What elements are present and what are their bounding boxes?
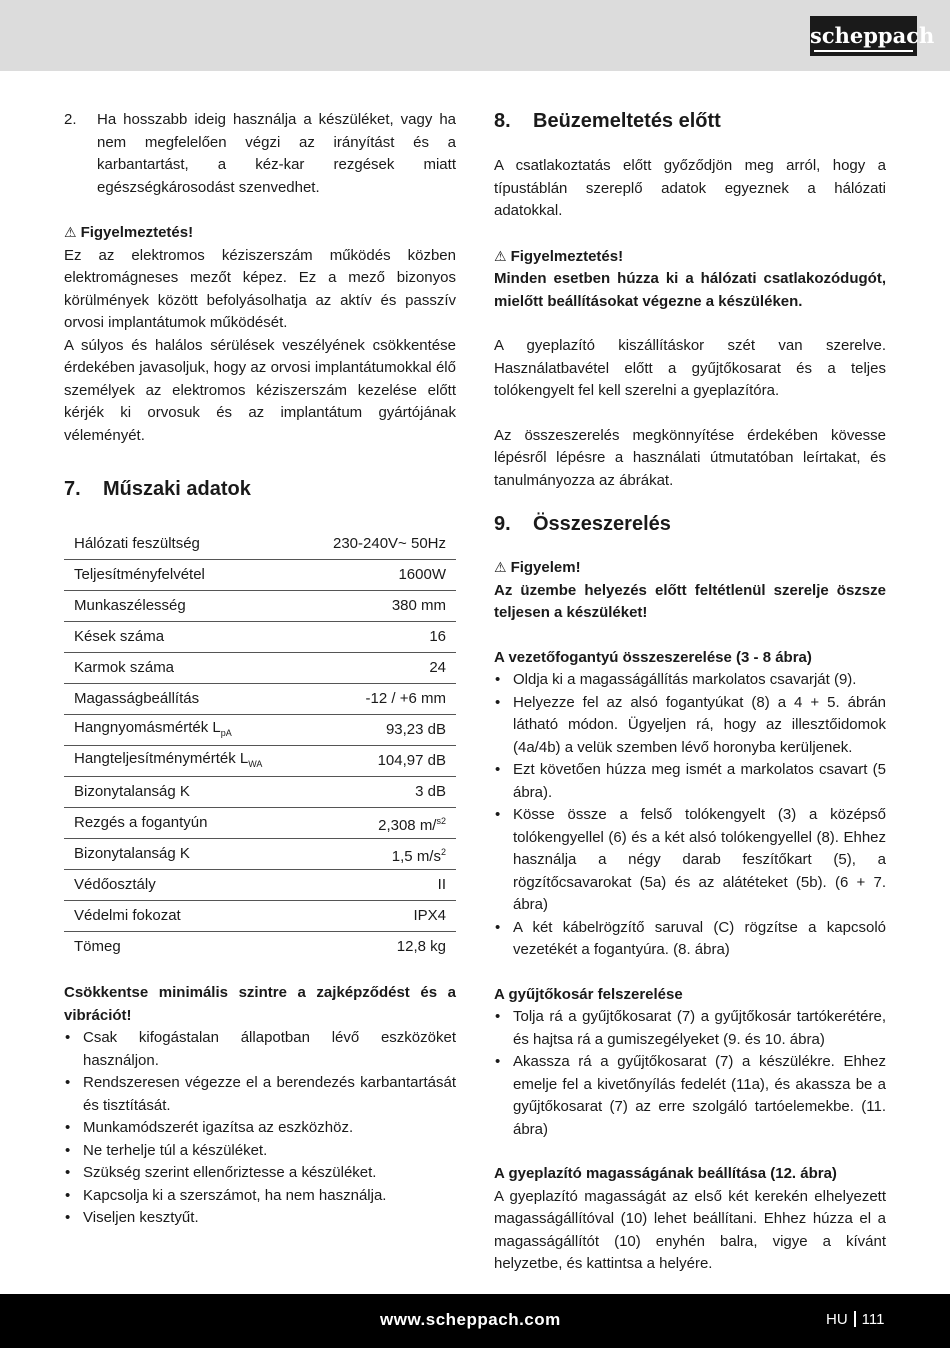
warning-triangle-icon: ⚠ xyxy=(494,559,507,575)
spec-value: 93,23 dB xyxy=(303,715,456,746)
spec-value: 24 xyxy=(303,653,456,684)
table-row xyxy=(64,808,456,839)
list-item: • Ne terhelje túl a készüléket. xyxy=(64,1140,456,1163)
list-item: • Akassza rá a gyűjtőkosarat (7) a készülékre. Ehhez emelje fel a kivetőnyílás fedelét (11a), és akassza be a gyűjtőkosarat (7) az erre szolgáló tartóelemekbe. (11. ábra) xyxy=(494,1051,886,1141)
warning-triangle-icon: ⚠ xyxy=(64,224,77,240)
list-item: • Oldja ki a magasságállítás markolatos csavarját (9). xyxy=(494,669,886,692)
list-item: • Ezt követően húzza meg ismét a markolatos csavart (5 ábra). xyxy=(494,759,886,804)
spec-value: -12 / +6 mm xyxy=(303,684,456,715)
table-row xyxy=(64,715,456,746)
page-header xyxy=(0,0,950,71)
table-row xyxy=(64,901,456,932)
spec-label: Hangnyomásmérték $L_{pA}$ xyxy=(64,715,303,746)
reduce-noise-heading: Csökkentse minimális szintre a zajképződést és a vibrációt! xyxy=(64,984,456,1024)
spec-label: Bizonytalanság K xyxy=(64,839,303,870)
height-adjust-text: A gyeplazító magasságát az első két kerekén elhelyezett magasságállítóval (10) lehet beállítani. Ehhez húzza el a magasságállítót (10) enyhén balra, vigye a kívánt helyzetbe, és kattintsa a helyére. xyxy=(494,1187,886,1272)
list-item: • Tolja rá a gyűjtőkosarat (7) a gyűjtőkosár tartókerétére, és hajtsa rá a gumiszegélyeket (9. és 10. ábra) xyxy=(494,1006,886,1051)
spec-label: Munkaszélesség xyxy=(64,591,303,622)
language-code: HU xyxy=(826,1311,848,1328)
page-num: 111 xyxy=(861,1311,885,1328)
table-row xyxy=(64,870,456,901)
list-item-2 xyxy=(64,109,456,199)
assembly-hint-paragraph: Az összeszerelés megkönnyítése érdekében kövesse lépésről lépésre a használati útmutatóban leírtakat, és tanulmányozza az ábrákat. xyxy=(494,426,886,489)
spec-label: Védőosztály xyxy=(64,870,303,901)
item-number: 2. xyxy=(64,111,77,128)
table-row xyxy=(64,653,456,684)
attention-heading xyxy=(494,556,886,580)
right-column xyxy=(494,109,886,1276)
list-item: • Kapcsolja ki a szerszámot, ha nem használja. xyxy=(64,1185,456,1208)
spec-label: Teljesítményfelvétel xyxy=(64,560,303,591)
list-item: • Szükség szerint ellenőriztesse a készüléket. xyxy=(64,1162,456,1185)
table-row xyxy=(64,560,456,591)
spec-value: 1600W xyxy=(303,560,456,591)
website-link[interactable]: www.scheppach.com xyxy=(380,1310,561,1329)
spec-value: 12,8 kg xyxy=(396,938,446,955)
table-row xyxy=(64,622,456,653)
attention-text: Az üzembe helyezés előtt feltétlenül szerelje öszsze teljesen a készüléket! xyxy=(494,581,886,621)
spec-label: Karmok száma xyxy=(64,653,303,684)
spec-value: 2,308 m/$^{s2}$ xyxy=(303,808,456,839)
table-row xyxy=(64,777,456,808)
attention-title: Figyelem! xyxy=(510,559,581,576)
section-title: Műszaki adatok xyxy=(103,478,251,500)
spec-label: Bizonytalanság K xyxy=(64,777,303,808)
list-item: • A két kábelrögzítő saruval (C) rögzítse a kapcsoló vezetékét a fogantyúra. (8. ábra) xyxy=(494,917,886,962)
scheppach-logo: scheppach xyxy=(810,16,917,56)
handle-assembly-heading: A vezetőfogantyú összeszerelése (3 - 8 ábra) xyxy=(494,648,812,666)
warning-paragraph-1: Ez az elektromos kéziszerszám működés közben elektromágneses mezőt képez. Ez a mező bizonyos körülmények között befolyásolhatja az aktív és passzív orvosi implantátumok működését. xyxy=(64,246,456,331)
delivery-paragraph: A gyeplazító kiszállításkor szét van szerelve. Használatbavétel előtt a gyűjtőkosarat és a teljes tolókengyelt fel kell szerelni a gyeplazítóra. xyxy=(494,337,886,399)
spec-label: Tömeg xyxy=(74,938,121,955)
list-item: • Viseljen kesztyűt. xyxy=(64,1207,456,1230)
spec-value: 1,5 $m/s^2$ xyxy=(303,839,456,870)
section-number: 9. xyxy=(494,513,511,535)
section-9-heading xyxy=(494,512,886,536)
section-title: Összeszerelés xyxy=(533,513,671,535)
table-row xyxy=(64,839,456,870)
spec-label: Magasságbeállítás xyxy=(64,684,303,715)
reduce-noise-list xyxy=(64,1027,456,1230)
warning-heading xyxy=(64,221,456,245)
height-adjust-heading: A gyeplazító magasságának beállítása (12. ábra) xyxy=(494,1165,837,1182)
spec-value: 104,97 dB xyxy=(303,746,456,777)
left-column xyxy=(64,109,456,1230)
handle-assembly-list xyxy=(494,669,886,962)
warning-heading xyxy=(494,245,886,269)
basket-list xyxy=(494,1006,886,1141)
list-item: • Kösse össze a felső tolókengyelt (3) a középső tolókengyellel (6) és a két alsó tolókengyellel (8). Ehhez használja a négy darab feszítőkart (5), a rögzítőcsavarokat (5a) és az alátéteket (5b). (6 + 7. ábra) xyxy=(494,804,886,917)
spec-label: Kések száma xyxy=(64,622,303,653)
warning-paragraph-2: A súlyos és halálos sérülések veszélyének csökkentése érdekében javasoljuk, hogy az orvosi implantátumokkal élő személyek az elektromos kéziszerszám kezelése előtt kérjék ki orvosuk és az implantátum gyártójának véleményét. xyxy=(64,336,456,444)
section-number: 7. xyxy=(64,478,81,500)
table-row xyxy=(64,684,456,715)
list-item: • Csak kifogástalan állapotban lévő eszközöket használjon. xyxy=(64,1027,456,1072)
spec-label: Hálózati feszültség xyxy=(64,529,303,560)
warning-text: Minden esetben húzza ki a hálózati csatlakozódugót, mielőtt beállításokat végezne a készüléken. xyxy=(494,270,886,310)
spec-label: Rezgés a fogantyún xyxy=(64,808,303,839)
table-row xyxy=(64,932,456,963)
spec-value: 380 mm xyxy=(303,591,456,622)
spec-value: 3 dB xyxy=(303,777,456,808)
divider xyxy=(854,1311,856,1327)
spec-value: IPX4 xyxy=(303,901,456,932)
spec-value: 16 xyxy=(303,622,456,653)
page-footer xyxy=(0,1294,950,1348)
spec-label: Védelmi fokozat xyxy=(64,901,303,932)
spec-value: 230-240V~ 50Hz xyxy=(303,529,456,560)
table-row xyxy=(64,529,456,560)
page-number xyxy=(826,1310,884,1330)
list-item: • Munkamódszerét igazítsa az eszközhöz. xyxy=(64,1117,456,1140)
section-7-heading xyxy=(64,477,456,501)
warning-triangle-icon: ⚠ xyxy=(494,247,507,264)
spec-label: Hangteljesítménymérték $L_{WA}$ xyxy=(64,746,303,777)
section-8-heading xyxy=(494,109,886,133)
table-row xyxy=(64,591,456,622)
warning-title: Figyelmeztetés! xyxy=(510,247,624,265)
table-row xyxy=(64,746,456,777)
spec-value: II xyxy=(303,870,456,901)
connection-paragraph: A csatlakoztatás előtt győződjön meg arról, hogy a típustáblán szereplő adatok egyeznek a hálózati adatokkal. xyxy=(494,157,886,219)
basket-heading: A gyűjtőkosár felszerelése xyxy=(494,985,683,1003)
warning-title: Figyelmeztetés! xyxy=(80,224,194,241)
technical-data-table xyxy=(64,529,456,962)
section-title: Beüzemeltetés előtt xyxy=(533,110,721,132)
section-number: 8. xyxy=(494,110,511,132)
item-text: Ha hosszabb ideig használja a készüléket, vagy ha nem megfelelően végzi az irányítást és a karbantartást, a kéz-kar rezgések miatt egészségkárosodást szenvedhet. xyxy=(97,111,456,196)
list-item: • Helyezze fel az alsó fogantyúkat (8) a 4 + 5. ábrán látható módon. Ügyeljen rá, hogy az illesztőidomok (4a/4b) a velük szemben lévő horonyba kerüljenek. xyxy=(494,692,886,760)
list-item: • Rendszeresen végezze el a berendezés karbantartását és tisztítását. xyxy=(64,1072,456,1117)
